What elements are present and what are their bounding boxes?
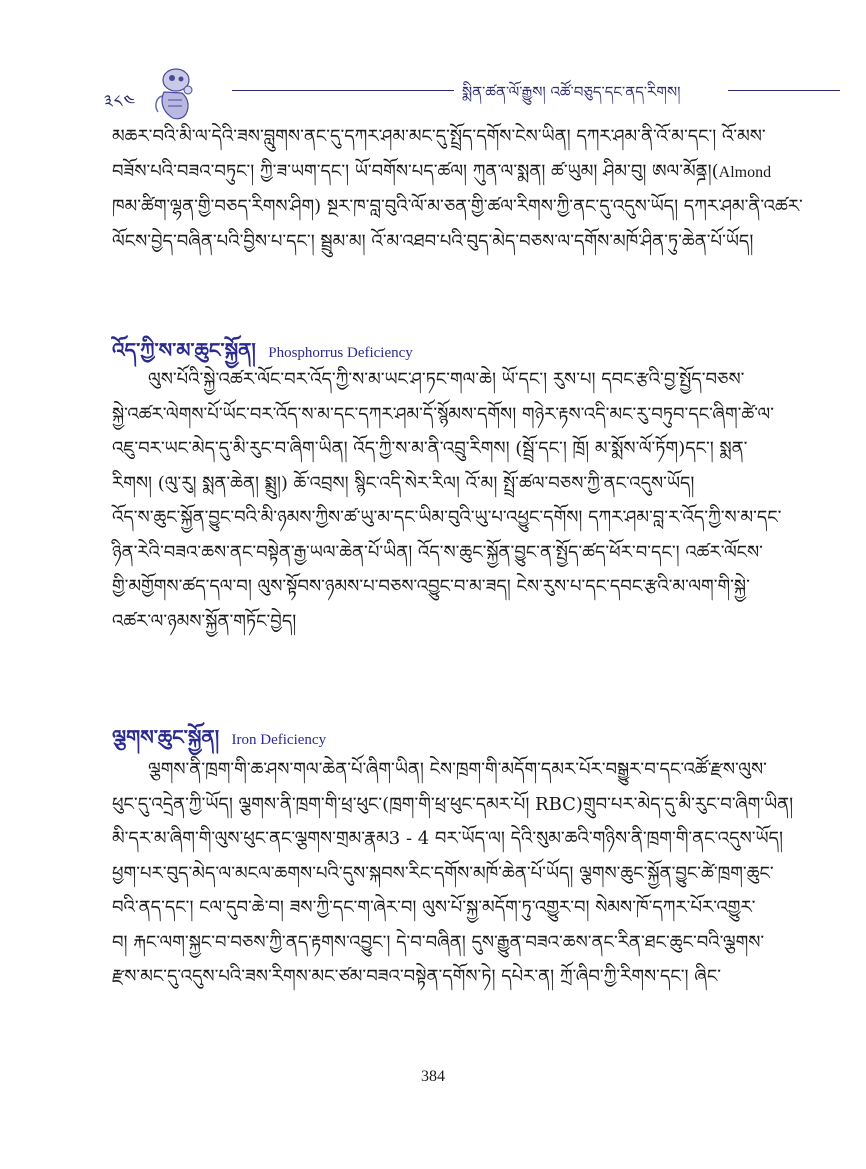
text-line: གྱི་མགྱོགས་ཚད་དལ་བ། ལུས་སྟོབས་ཉམས་པ་བཅས་འབྱུང་བ་མ་ཟད། ངེས་རུས་པ་དང་དབང་རྩའི་མ་ལག་གི་སྐྱེ་ <box>112 576 750 597</box>
header-rule-right <box>728 90 840 91</box>
header-rule-left <box>232 90 454 91</box>
heading-english: Iron Deficiency <box>231 732 327 748</box>
text-line: ཉིན་རེའི་བཟའ་ཆས་ནང་བསྟེན་རྒྱ་ཡལ་ཆེན་པོ་ཡིན། འོད་ས་ཆུང་སྐྱོན་བྱུང་ན་སྤྱོད་ཚད་ཕོར་བ་དང་། འཚར་ལོངས་ <box>112 541 763 563</box>
text-line: འཇུ་བར་ཡང་མེད་དུ་མི་རུང་བ་ཞིག་ཡིན། འོད་ཀྱི་ས་མ་ནི་འབྲུ་རིགས། (སྦྲོ་དང་། ཁྲོ། མ་སྨོས་ལོ་ཏོག)དང་། སྨན་ <box>112 438 748 459</box>
text-line: ལྕགས་ནི་ཁྲག་གི་ཆ་ཤས་གལ་ཆེན་པོ་ཞིག་ཡིན། ངེས་ཁྲག་གི་མདོག་དམར་པོར་བསྒྱུར་བ་དང་འཚོ་རྫས་ལུས་ <box>148 759 767 780</box>
text-line: མི་དར་མ་ཞིག་གི་ལུས་ཕུང་ནང་ལྕགས་གྲམ་རྣམ3 - 4 བར་ཡོད་ལ། དེའི་སུམ་ཆའི་གཉིས་ནི་ཁྲག་གི་ནང་འདུས་ཡོད། <box>112 828 783 849</box>
text-line: བའི་ནད་དང་། ངལ་དུབ་ཆེ་བ། ཟས་ཀྱི་དང་ག་ཞེར་བ། ལུས་པོ་སྐྱ་མདོག་ཏུ་འགྱུར་བ། སེམས་ཁོ་དཀར་པོར་འགྱུར་ <box>112 897 756 918</box>
running-title: སྨིན་ཚན་ལོ་རྒྱུས། འཚོ་བཅུད་དང་ནད་རིགས། <box>462 83 681 101</box>
text-line: བ། རྐང་ལག་སྐྱང་བ་བཅས་ཀྱི་ནད་རྟགས་འབྱུང་། དེ་བ་བཞིན། དུས་རྒྱུན་བཟའ་ཆས་ནང་རིན་ཐང་ཆུང་བའི་ལྕགས་ <box>112 931 765 953</box>
text-line: རྫས་མང་དུ་འདུས་པའི་ཟས་རིགས་མང་ཙམ་བཟའ་བསྟེན་དགོས་ཏེ། དཔེར་ན། ཀྲོ་ཞིབ་ཀྱི་རིགས་དང་། ཞིང་ <box>112 966 722 987</box>
phosphorus-paragraph <box>112 363 782 639</box>
latin-term: Almond <box>718 163 772 181</box>
intro-paragraph <box>112 120 803 259</box>
iron-paragraph <box>112 753 794 995</box>
text-line: རིགས། (ལུ་རུ། སྨན་ཆེན། སྨྲུ།) ཆོ་འབྲས། སྙིང་འདི་སེར་རིལ། འོ་མ། སྤྲོ་ཚལ་བཅས་ཀྱི་ནང་འདུས་ཡོད། <box>112 472 695 494</box>
text-line: མཆར་བའི་མི་ལ་དེའི་ཟས་བླུགས་ནང་དུ་དཀར་ཤམ་མང་དུ་སྤྲོད་དགོས་ངེས་ཡིན། དཀར་ཤམ་ནི་འོ་མ་དང་། འོ་མས་ <box>112 126 766 147</box>
text-line: ལོངས་བྱེད་བཞིན་པའི་བྱིས་པ་དང་། སྦྲུམ་མ། འོ་མ་འཐབ་པའི་བུད་མེད་བཅས་ལ་དགོས་མཁོ་ཤིན་ཏུ་ཆེན་པོ་ཡོད། <box>112 230 754 252</box>
text-line: འོད་ས་ཆུང་སྐྱོན་བྱུང་བའི་མི་ཉམས་ཀྱིས་ཚ་ཡུ་མ་དང་ཡིམ་བུའི་ཡུ་པ་འཕྱུང་དགོས། དཀར་ཤམ་བླ་ར་འོད་ཀྱི་ས་མ་དང་ <box>112 507 782 528</box>
text-line: ཕྱག་པར་བུད་མེད་ལ་མངལ་ཆགས་པའི་དུས་སྐབས་རིང་དགོས་མཁོ་ཆེན་པོ་ཡོད། ལྕགས་ཆུང་སྐྱོན་བྱུང་ཚེ་ཁྲག་ཆུང་ <box>112 862 774 884</box>
text-line-tibetan: བཟོས་པའི་བཟའ་བཏུང་། ཀྱི་ཟ་ཡག་དང་། ཡོ་བགོས་པད་ཚལ། ཀུན་ལ་སྨན། ཚ་ཡུམ། ཤིམ་བུ། ཨལ་མོནྜ།( <box>112 160 719 182</box>
header-logo-icon <box>152 66 198 124</box>
text-line: སྐྱེ་འཚར་ལེགས་པོ་ཡོང་བར་འོད་ས་མ་དང་དཀར་ཤམ་དོ་སྙོམས་དགོས། གཉེར་རྟས་འདི་མང་རུ་བཏུབ་དང་ཞིག་ཚེ་ལ་ <box>112 403 774 425</box>
text-line: ཕུང་དུ་འདྲེན་ཀྱི་ཡོད། ལྕགས་ནི་ཁྲག་གི་ཕྲ་ཕུང་(ཁྲག་གི་ཕྲ་ཕུང་དམར་པོ། RBC)གྲུབ་པར་མེད་དུ་མི་རུང་བ་ཞིག་ཡིན། <box>112 793 794 815</box>
heading-english: Phosphorrus Deficiency <box>268 345 413 361</box>
text-line <box>112 155 772 191</box>
text-line: འཚར་ལ་ཉམས་སྐྱོན་གཏོང་བྱེད། <box>112 610 297 632</box>
footer-page-number: 384 <box>421 1068 445 1085</box>
header-page-number: ༣༨༤ <box>104 92 137 112</box>
running-header <box>104 64 744 114</box>
heading-tibetan: ལྕགས་ཆུང་སྐྱོན། <box>112 725 220 749</box>
text-line: ཁམ་ཚིག་ལྷན་གྱི་བཅད་རིགས་ཤིག) སྔར་ཁ་བླ་བུའི་ལོ་མ་ཅན་གྱི་ཚལ་རིགས་ཀྱི་ནང་དུ་འདུས་ཡོད། དཀར་ཤམ་ནི་འཚར་ <box>112 196 803 217</box>
text-line: ལུས་པོའི་སྐྱེ་འཚར་ལོང་བར་འོད་ཀྱི་ས་མ་ཡང་ཤ་ཏང་གལ་ཆེ། ཡོ་དང་། རུས་པ། དབང་རྩའི་བྱ་སྤྱོད་བཅས་ <box>148 369 745 390</box>
heading-tibetan: འོད་ཀྱི་ས་མ་ཆུང་སྐྱོན། <box>112 338 256 362</box>
